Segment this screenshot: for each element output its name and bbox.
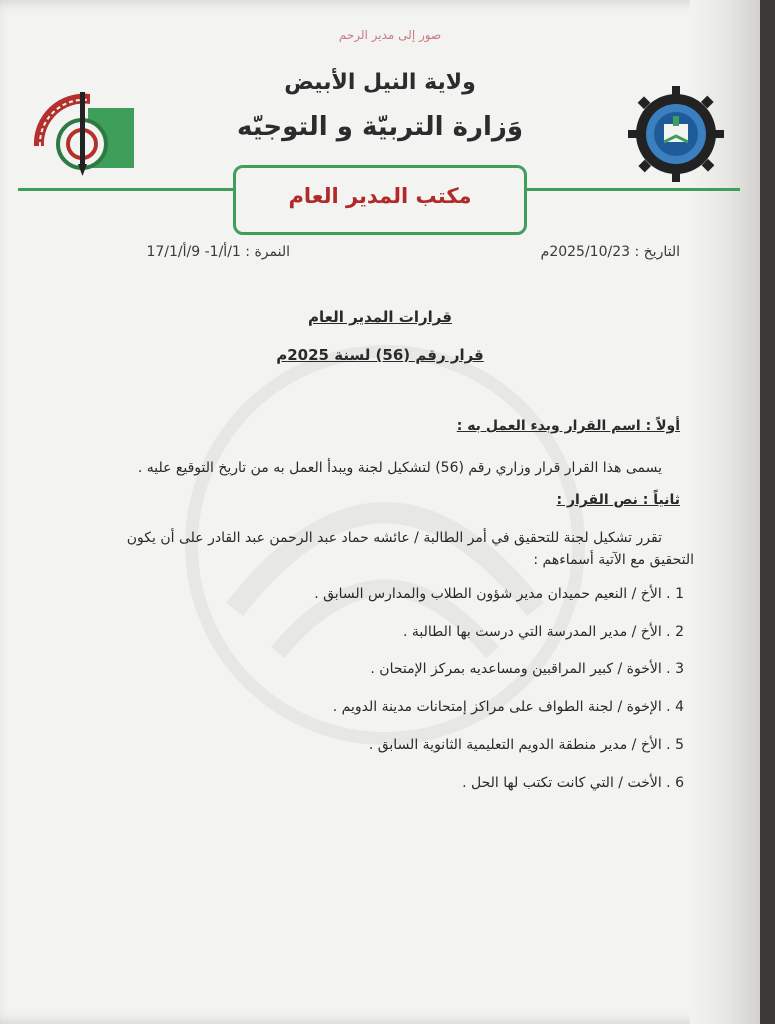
section-first-body: يسمى هذا القرار قرار وزاري رقم (56) لتشكيل لجنة ويبدأ العمل به من تاريخ التوقيع عليه . bbox=[137, 460, 662, 476]
member-item: 2 . الأخ / مدير المدرسة التي درست بها الطالبة . bbox=[402, 624, 684, 640]
member-item: 4 . الإخوة / لجنة الطواف على مراكز إمتحانات مدينة الدويم . bbox=[332, 699, 684, 715]
member-item: 1 . الأخ / النعيم حميدان مدير شؤون الطلاب والمدارس السابق . bbox=[314, 586, 684, 602]
member-item: 5 . الأخ / مدير منطقة الدويم التعليمية الثانوية السابق . bbox=[368, 737, 684, 753]
decisions-title: قرارات المدير العام bbox=[308, 308, 452, 326]
section-first-heading: أولاً : اسم القرار وبدء العمل به : bbox=[456, 418, 680, 434]
section-second-body-line2: التحقيق مع الآتية أسماءهم : bbox=[533, 552, 694, 568]
office-box bbox=[233, 165, 527, 235]
section-second-body-line1: تقرر تشكيل لجنة للتحقيق في أمر الطالبة / عائشه حماد عبد الرحمن عبد القادر على أن يكون bbox=[126, 530, 662, 546]
reference-number: النمرة : 1/أ/1- 9/أ/17/1 bbox=[146, 244, 290, 260]
date-field: التاريخ : 2025/10/23م bbox=[540, 244, 680, 260]
sudan-emblem-pen-logo-icon bbox=[30, 86, 138, 178]
state-name: ولاية النيل الأبيض bbox=[284, 70, 476, 95]
background-edge bbox=[760, 0, 775, 1024]
ministry-name: وَزارة التربيّة و التوجيّه bbox=[237, 112, 523, 142]
office-title: مكتب المدير العام bbox=[288, 184, 472, 208]
decision-number-title: قرار رقم (56) لسنة 2025م bbox=[276, 346, 484, 364]
ministry-gear-book-logo-icon bbox=[626, 84, 726, 184]
handwritten-note: صور إلى مدير الرحم bbox=[338, 28, 442, 42]
member-item: 3 . الأخوة / كبير المراقبين ومساعديه بمركز الإمتحان . bbox=[370, 661, 684, 677]
section-second-heading: ثانياً : نص القرار : bbox=[556, 492, 680, 508]
member-item: 6 . الأخت / التي كانت تكتب لها الحل . bbox=[462, 775, 684, 791]
